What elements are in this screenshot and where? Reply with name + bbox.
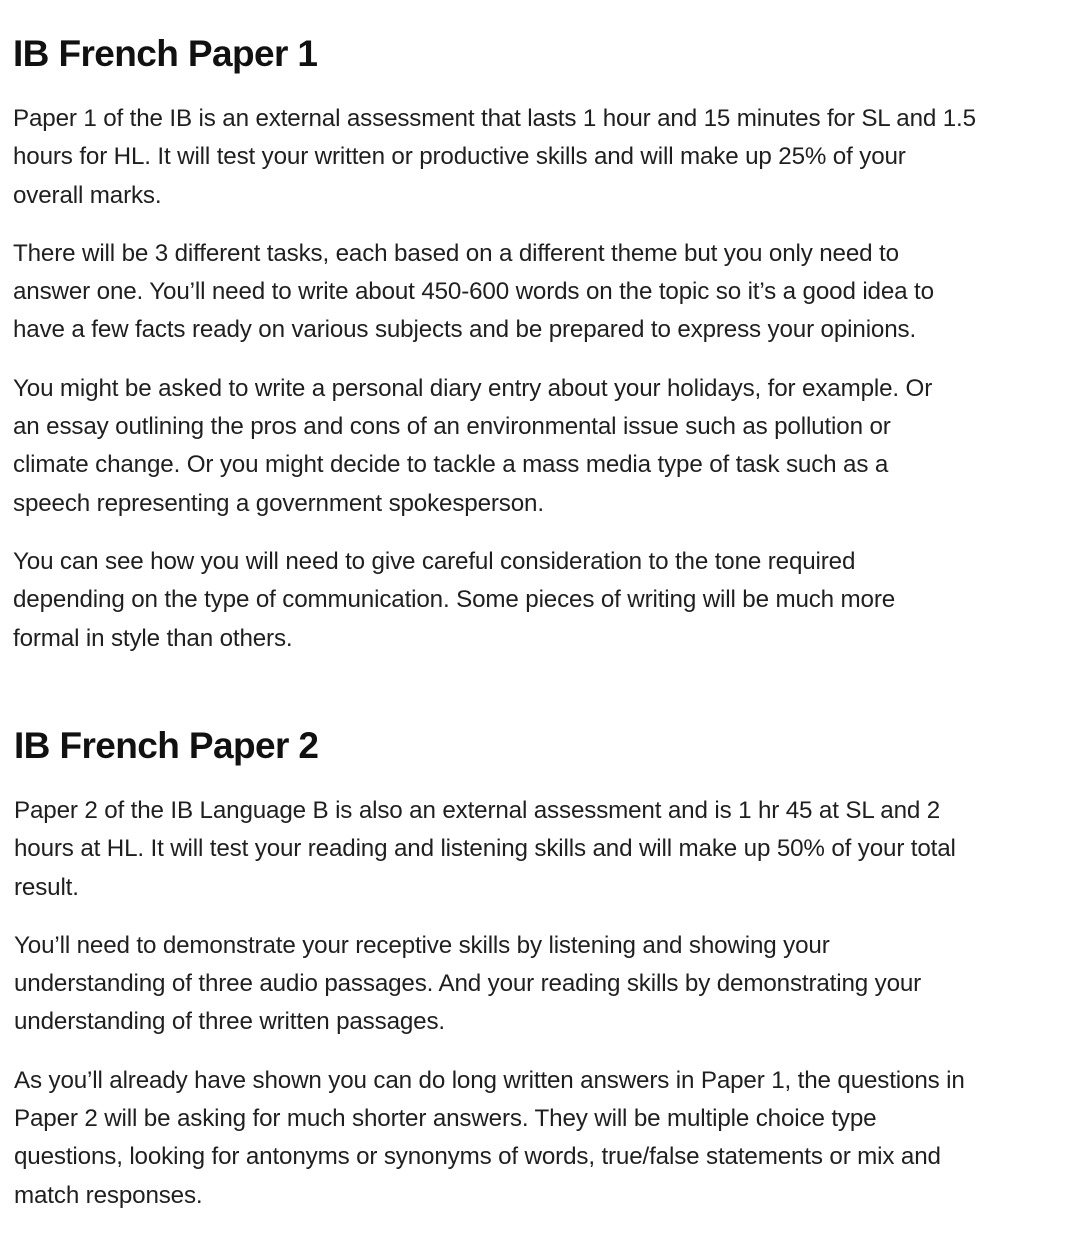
- text-line: hours at HL. It will test your reading and listening skills and will make up 50% of your total: [14, 835, 956, 863]
- paragraph: [14, 1062, 1080, 1215]
- text-line: match responses.: [14, 1181, 203, 1209]
- text-line: hours for HL. It will test your written or productive skills and will make up 25% of your: [13, 143, 906, 171]
- section-paper-1: [13, 30, 1080, 678]
- text-line: speech representing a government spokesperson.: [13, 489, 544, 517]
- section-heading: IB French Paper 2: [14, 725, 319, 766]
- paragraph: [14, 792, 1080, 907]
- text-line: formal in style than others.: [13, 624, 293, 652]
- text-line: Paper 1 of the IB is an external assessment that lasts 1 hour and 15 minutes for SL and 1.5: [13, 105, 976, 132]
- text-line: answer one. You’ll need to write about 450-600 words on the topic so it’s a good idea to: [13, 278, 934, 306]
- paragraph: [13, 235, 1080, 350]
- text-line: climate change. Or you might decide to tackle a mass media type of task such as a: [13, 451, 889, 479]
- text-line: Paper 2 of the IB Language B is also an external assessment and is 1 hr 45 at SL and 2: [14, 797, 941, 824]
- paragraph: [13, 543, 1080, 658]
- text-line: questions, looking for antonyms or synonyms of words, true/false statements or mix and: [14, 1143, 941, 1171]
- text-line: Paper 2 will be asking for much shorter answers. They will be multiple choice type: [14, 1105, 877, 1133]
- text-line: You’ll need to demonstrate your receptive skills by listening and showing your: [14, 931, 830, 959]
- section-heading: IB French Paper 1: [13, 33, 318, 74]
- paragraph: [13, 370, 1080, 523]
- section-paper-2: [14, 722, 1080, 1235]
- paragraph: [13, 100, 1080, 215]
- text-line: You might be asked to write a personal diary entry about your holidays, for example. Or: [13, 374, 933, 402]
- text-line: You can see how you will need to give careful consideration to the tone required: [13, 547, 856, 575]
- text-line: understanding of three written passages.: [14, 1008, 445, 1036]
- text-line: an essay outlining the pros and cons of an environmental issue such as pollution or: [13, 413, 891, 441]
- text-line: As you’ll already have shown you can do long written answers in Paper 1, the questions in: [14, 1066, 965, 1094]
- paragraph: [14, 927, 1080, 1042]
- text-line: have a few facts ready on various subjects and be prepared to express your opinions.: [13, 316, 917, 344]
- text-line: overall marks.: [13, 181, 162, 209]
- text-line: understanding of three audio passages. And your reading skills by demonstrating your: [14, 970, 922, 998]
- text-line: depending on the type of communication. Some pieces of writing will be much more: [13, 586, 896, 614]
- text-line: result.: [14, 873, 79, 901]
- text-line: There will be 3 different tasks, each based on a different theme but you only need to: [13, 239, 899, 267]
